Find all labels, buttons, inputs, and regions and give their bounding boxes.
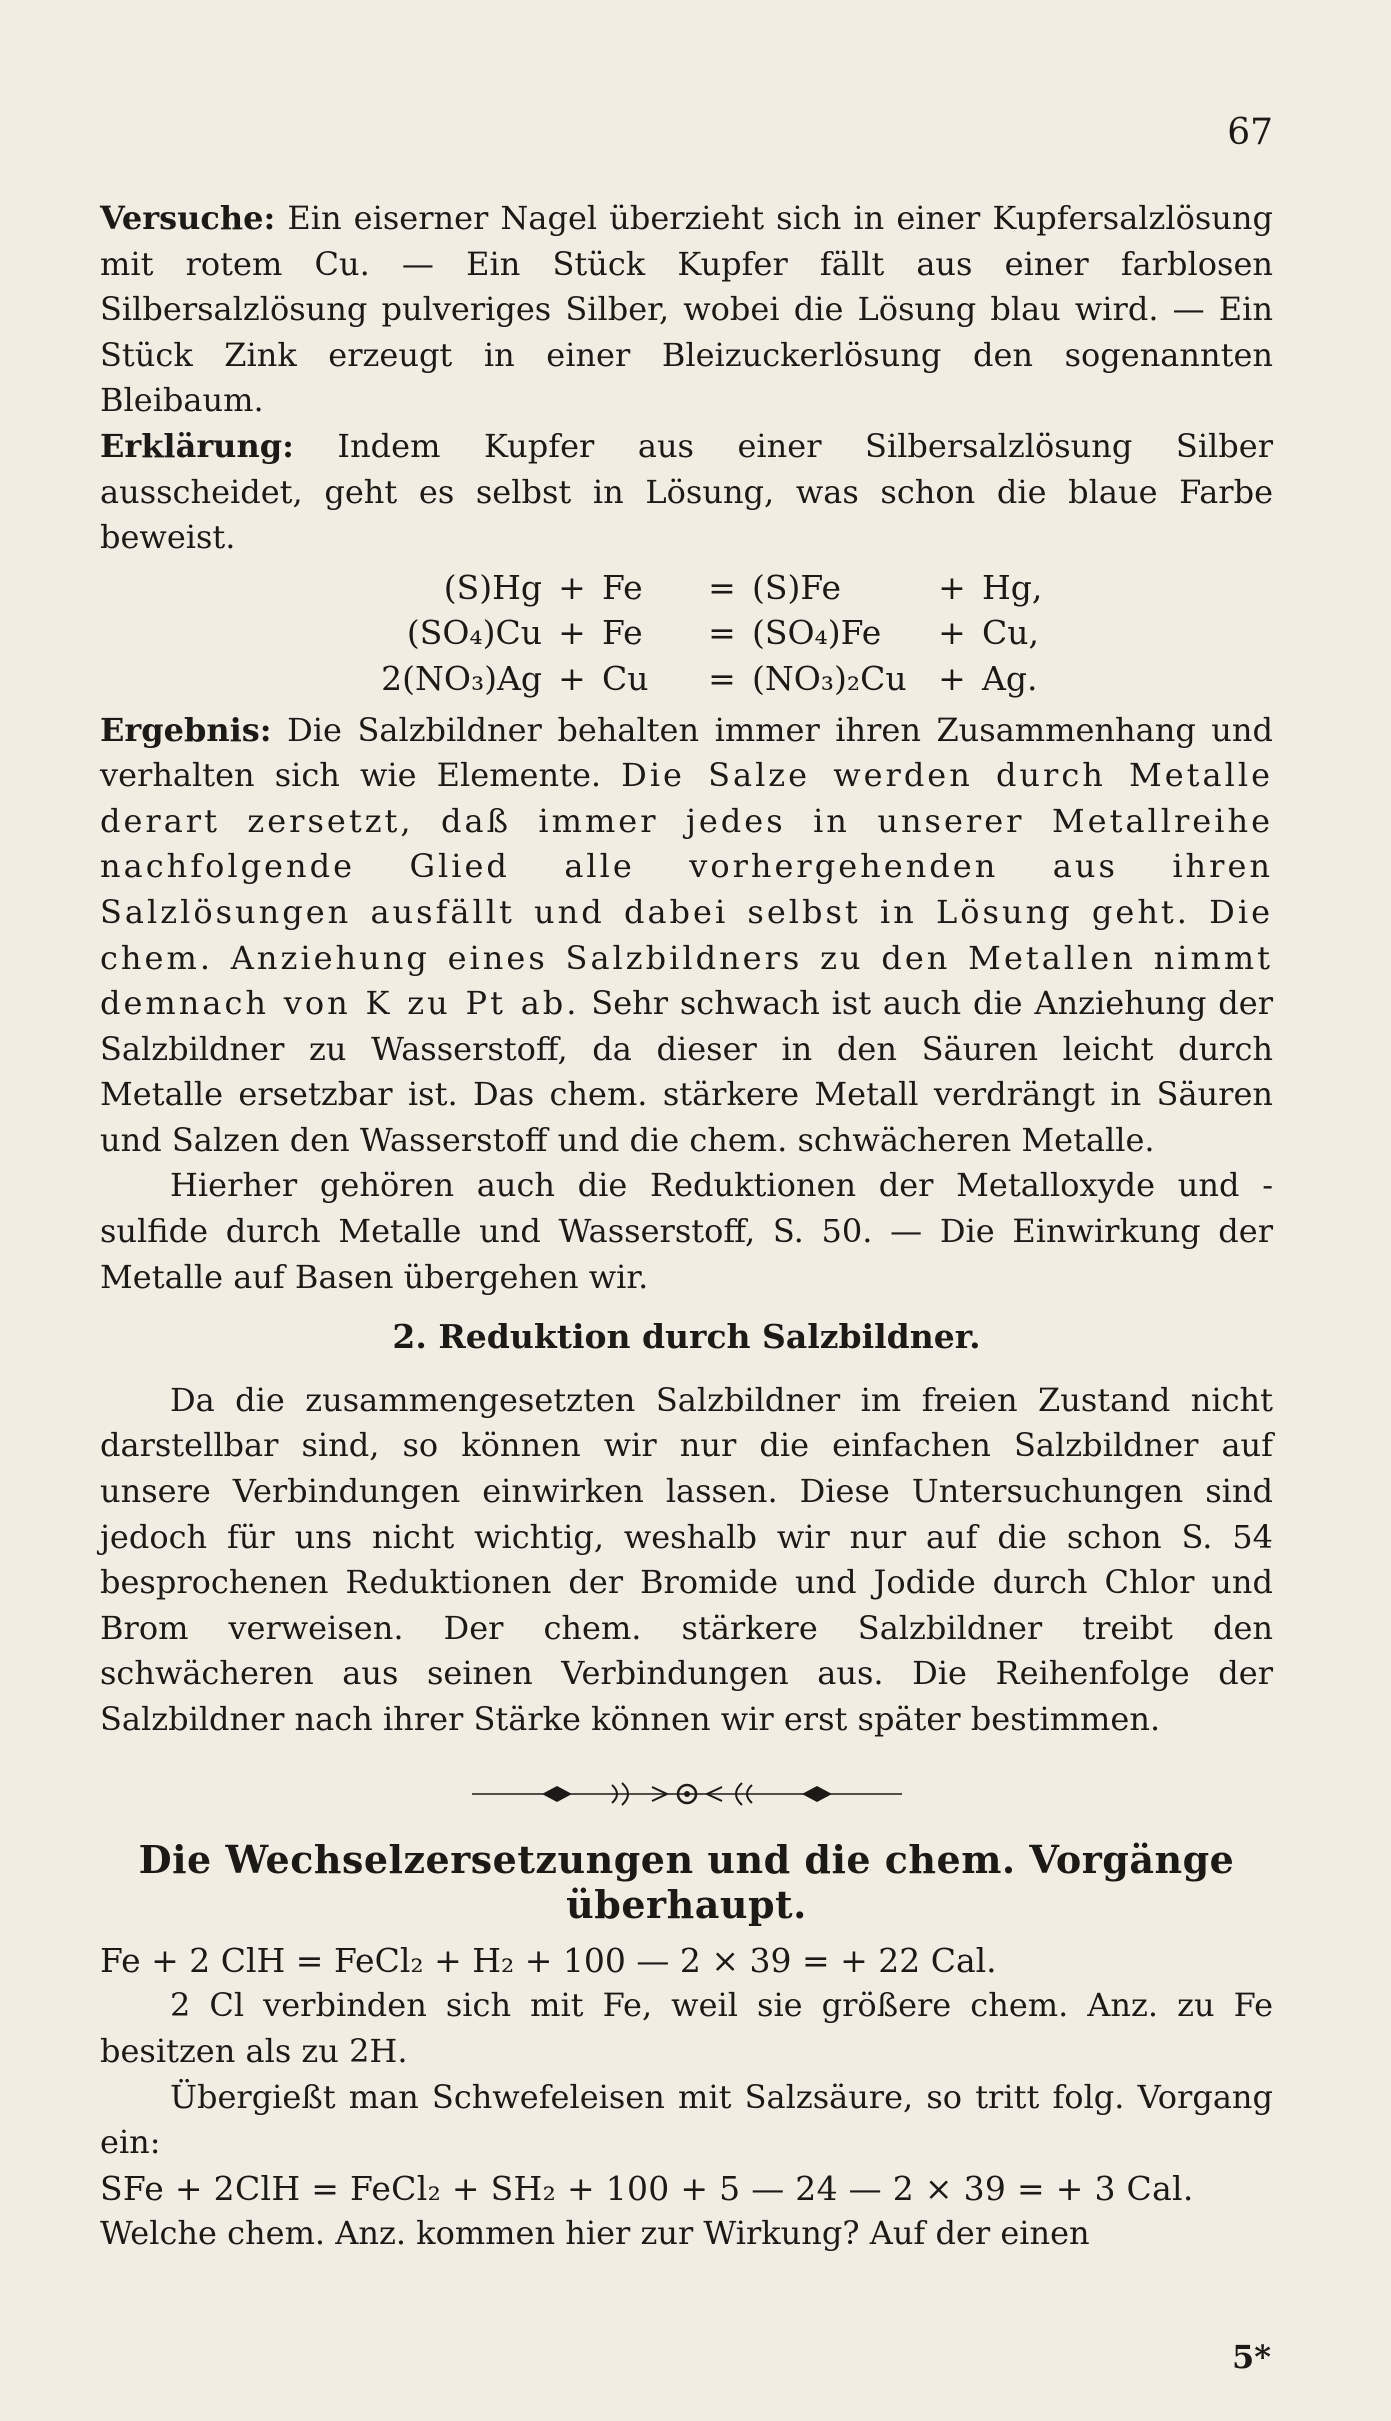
page-number: 67 <box>1227 112 1273 153</box>
formula-term: 2(NO₃)Ag <box>381 658 542 698</box>
signature-mark: 5* <box>1232 2338 1271 2376</box>
formula-term: (NO₃)₂Cu <box>752 658 907 698</box>
erklaerung-paragraph <box>100 424 1273 561</box>
equation-2: SFe + 2ClH = FeCl₂ + SH₂ + 100 + 5 — 24 — 2 × 39 = + 3 Cal. <box>100 2168 1194 2208</box>
formula-term: Cu <box>602 658 649 698</box>
ergebnis-text-spaced: Die Salze werden durch Metalle derart zersetzt, daß immer jedes in unserer Metallreihe nachfolgende Glied alle vorhergehenden aus ihren Salzlösungen ausfällt und dabei selbst in Lösung geht. Die chem. Anziehung eines Salzbildners zu den Metallen nimmt demnach von K zu Pt ab. <box>100 756 1274 1023</box>
formula-row <box>100 565 1273 611</box>
formula-term: Fe <box>602 613 643 653</box>
section-2-paragraph: Da die zusammengesetzten Salzbildner im freien Zustand nicht darstellbar sind, so können wir nur die einfachen Salzbildner auf unsere Verbindungen einwirken lassen. Diese Untersuchungen sind jedoch für uns nicht wichtig, weshalb wir nur auf die schon S. 54 besprochenen Reduktionen der Bromide und Jodide durch Chlor und Brom verweisen. Der chem. stärkere Salzbildner treibt den schwächeren aus seinen Verbindungen aus. Die Reihenfolge der Salzbildner nach ihrer Stärke können wir erst später bestimmen. <box>100 1380 1273 1738</box>
erklaerung-lead: Erklärung: <box>100 426 294 465</box>
versuche-text: Ein eiserner Nagel überzieht sich in einer Kupfersalzlösung mit rotem Cu. — Ein Stück Kupfer fällt aus einer farblosen Silbersalzlösung pulveriges Silber, wobei die Lösung blau wird. — Ein Stück Zink erzeugt in einer Bleizuckerlösung den sogenannten Bleibaum. <box>100 199 1274 420</box>
formula-term: (SO₄)Fe <box>752 613 882 653</box>
section-heading: 2. Reduktion durch Salzbildner. <box>392 1317 981 1357</box>
ergebnis-paragraph <box>100 708 1273 1164</box>
formula-equals: = <box>708 658 736 698</box>
closing-line: Welche chem. Anz. kommen hier zur Wirkung? Auf der einen <box>100 2214 1090 2253</box>
ornament-divider <box>100 1777 1273 1811</box>
main-heading: Die Wechselzersetzungen und die chem. Vorgänge überhaupt. <box>138 1836 1235 1928</box>
formula-row <box>100 610 1273 656</box>
formula-operator: + <box>938 658 966 698</box>
versuche-paragraph <box>100 196 1273 424</box>
hierher-paragraph: Hierher gehören auch die Reduktionen der Metalloxyde und -sulfide durch Metalle und Wasserstoff, S. 50. — Die Einwirkung der Metalle auf Basen übergehen wir. <box>100 1166 1273 1296</box>
formula-term: Ag. <box>982 658 1038 698</box>
ergebnis-text-1: Die Salzbildner behalten immer ihren Zusammenhang und verhalten sich wie Elemente. <box>100 710 1274 795</box>
equation-1: Fe + 2 ClH = FeCl₂ + H₂ + 100 — 2 × 39 = + 22 Cal. <box>100 1940 997 1980</box>
formula-term: (SO₄)Cu <box>406 613 542 653</box>
formula-equals: = <box>708 567 736 607</box>
formula-equals: = <box>708 613 736 653</box>
formula-term: Hg, <box>982 567 1043 607</box>
chlorine-paragraph: 2 Cl verbinden sich mit Fe, weil sie größere chem. Anz. zu Fe besitzen als zu 2H. <box>100 1986 1273 2070</box>
formula-term: (S)Fe <box>752 567 841 607</box>
page-body <box>100 196 1273 2257</box>
ergebnis-lead: Ergebnis: <box>100 710 272 749</box>
versuche-lead: Versuche: <box>100 199 276 237</box>
erklaerung-text: Indem Kupfer aus einer Silbersalzlösung Silber ausscheidet, geht es selbst in Lösung, was schon die blaue Farbe beweist. <box>100 426 1274 557</box>
formula-operator: + <box>938 567 966 607</box>
formula-row <box>100 656 1273 702</box>
formula-term: (S)Hg <box>443 567 542 607</box>
formula-operator: + <box>558 613 586 653</box>
ornament-rule-icon <box>472 1777 902 1811</box>
schwefeleisen-paragraph: Übergießt man Schwefeleisen mit Salzsäure, so tritt folg. Vorgang ein: <box>100 2077 1273 2162</box>
formula-term: Cu, <box>982 613 1039 653</box>
formula-term: Fe <box>602 567 643 607</box>
formula-operator: + <box>558 658 586 698</box>
ergebnis-text-3: Sehr schwach ist auch die Anziehung der Salzbildner zu Wasserstoff, da dieser in den Säuren leicht durch Metalle ersetzbar ist. Das chem. stärkere Metall verdrängt in Säuren und Salzen den Wasserstoff und die chem. schwächeren Metalle. <box>100 984 1274 1159</box>
formula-operator: + <box>558 567 586 607</box>
formula-block <box>100 565 1273 702</box>
formula-operator: + <box>938 613 966 653</box>
